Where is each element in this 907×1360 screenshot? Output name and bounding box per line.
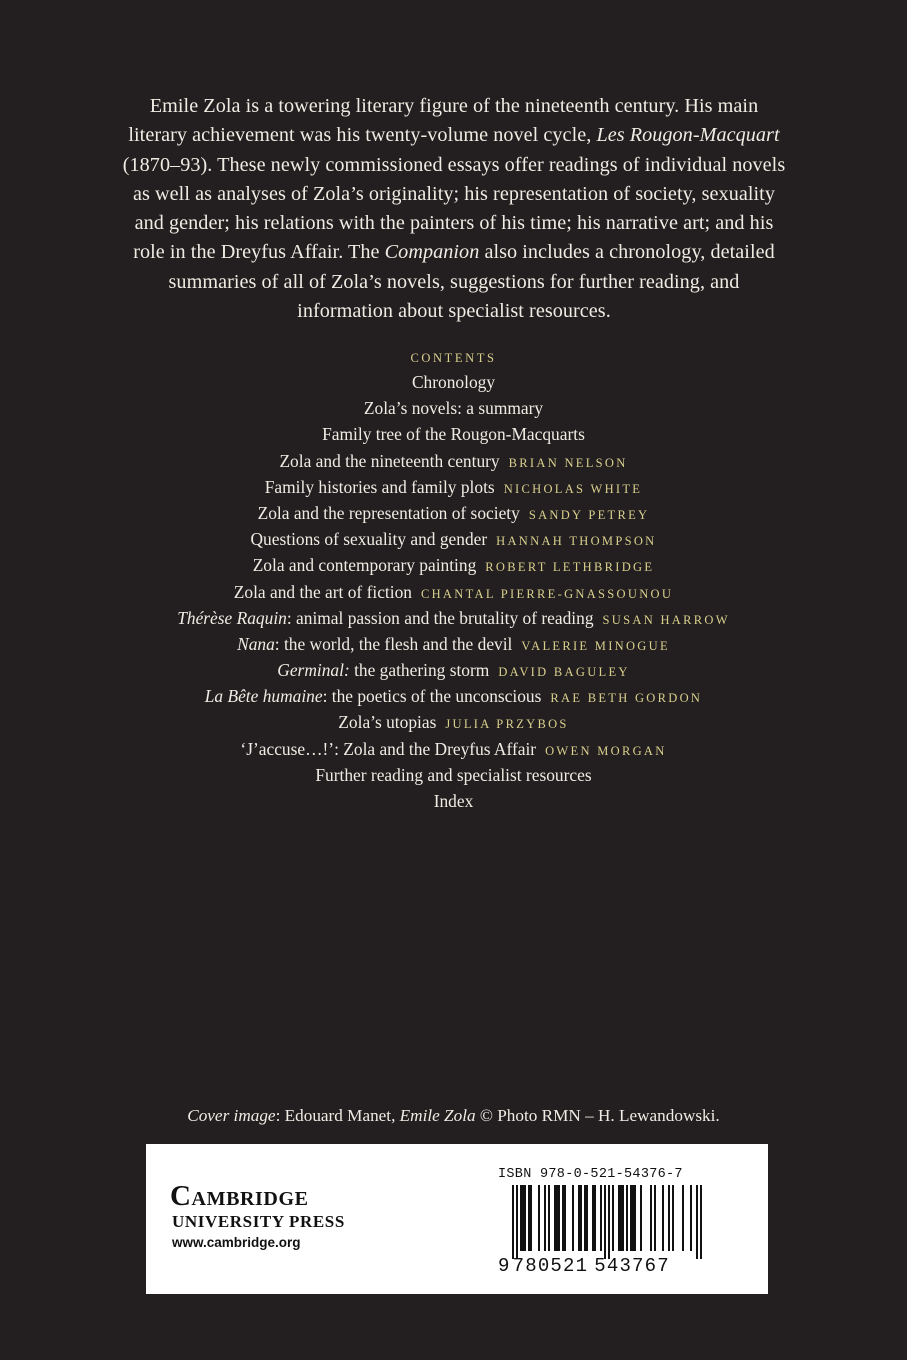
barcode-digit-lead: 9 <box>498 1255 511 1277</box>
description-blurb <box>96 92 812 326</box>
barcode-bar <box>662 1185 664 1251</box>
cover-image-credit <box>0 1104 907 1128</box>
blurb-line-segment: Emile Zola is a towering literary figure of the nineteenth century. His main <box>149 95 759 117</box>
toc-author: NICHOLAS WHITE <box>503 481 643 496</box>
toc-entry <box>0 500 907 526</box>
blurb-line-segment: also includes a chronology, detailed <box>479 241 775 264</box>
toc-author: ROBERT LETHBRIDGE <box>485 560 655 575</box>
toc-author: BRIAN NELSON <box>508 455 628 470</box>
barcode-digits-left: 780521 <box>512 1255 589 1277</box>
toc-title-segment: : animal passion and the brutality of reading <box>286 607 594 628</box>
toc-title-segment: Family histories and family plots <box>264 476 495 497</box>
toc-title-segment: Nana <box>237 633 275 654</box>
blurb-line <box>96 151 812 180</box>
credit-work: Emile Zola <box>399 1106 476 1125</box>
toc-entry <box>0 421 907 447</box>
toc-entry <box>0 657 907 683</box>
contents-heading: CONTENTS <box>410 351 497 365</box>
toc-title-segment: the gathering storm <box>349 660 490 681</box>
barcode-bar <box>618 1185 620 1251</box>
barcode-bar <box>672 1185 674 1251</box>
toc-entry <box>0 631 907 657</box>
toc-entry <box>0 552 907 578</box>
blurb-line-segment: Companion <box>384 241 480 264</box>
barcode-bar <box>562 1185 564 1251</box>
blurb-line-segment: literary achievement was his twenty-volume novel cycle, <box>128 124 597 147</box>
toc-title-segment: Zola and the art of fiction <box>233 581 412 602</box>
barcode-bar <box>564 1185 566 1251</box>
barcode-digits <box>498 1255 710 1277</box>
barcode-bar <box>632 1185 634 1251</box>
publisher-logo <box>170 1180 345 1254</box>
barcode-bar <box>622 1185 624 1251</box>
barcode-bar <box>554 1185 556 1251</box>
credit-text-2: © Photo RMN – H. Lewandowski. <box>475 1106 720 1125</box>
toc-entry <box>0 474 907 500</box>
barcode-block <box>498 1167 710 1281</box>
toc-title-segment: Zola and the nineteenth century <box>279 450 500 471</box>
blurb-line <box>96 238 812 267</box>
blurb-line <box>96 180 812 209</box>
toc-title-segment: Family tree of the Rougon-Macquarts <box>322 424 585 445</box>
barcode-digits-right: 543767 <box>594 1255 670 1277</box>
contents-list <box>0 347 907 814</box>
toc-title-segment: : the world, the flesh and the devil <box>274 633 513 654</box>
barcode-bar <box>548 1185 550 1251</box>
barcode-bar <box>572 1185 574 1251</box>
barcode-bar <box>604 1185 606 1259</box>
barcode-bar <box>522 1185 524 1251</box>
toc-title-segment: Germinal: <box>277 660 350 681</box>
toc-author: OWEN MORGAN <box>545 743 667 758</box>
publisher-url: www.cambridge.org <box>172 1235 301 1250</box>
toc-title-segment: Zola’s utopias <box>338 712 437 733</box>
barcode-bar <box>538 1185 540 1251</box>
toc-author: CHANTAL PIERRE-GNASSOUNOU <box>420 586 674 601</box>
toc-entry <box>0 736 907 762</box>
toc-entry <box>0 709 907 735</box>
barcode-bar <box>528 1185 530 1251</box>
toc-author: SANDY PETREY <box>528 507 650 522</box>
barcode-bar <box>634 1185 636 1251</box>
barcode-bar <box>594 1185 596 1251</box>
barcode-bar <box>612 1185 614 1251</box>
toc-entry <box>0 526 907 552</box>
barcode-bar <box>626 1185 628 1251</box>
blurb-line <box>96 121 812 150</box>
toc-title-segment: : the poetics of the unconscious <box>322 686 542 707</box>
barcode-bar <box>696 1185 698 1259</box>
toc-title-segment: ‘J’accuse…!’: Zola and the Dreyfus Affair <box>240 738 537 759</box>
toc-title-segment: Questions of sexuality and gender <box>250 529 488 550</box>
barcode-bar <box>530 1185 532 1251</box>
barcode-bar <box>544 1185 546 1251</box>
blurb-line <box>96 297 812 326</box>
publisher-subtitle: UNIVERSITY PRESS <box>172 1212 345 1231</box>
barcode-bar <box>608 1185 610 1259</box>
toc-title-segment: Further reading and specialist resources <box>315 764 592 785</box>
barcode-bar <box>668 1185 670 1251</box>
blurb-line <box>96 268 812 297</box>
barcode-bar <box>584 1185 586 1251</box>
barcode-bar <box>700 1185 702 1259</box>
barcode-bar <box>578 1185 580 1251</box>
blurb-line-segment: information about specialist resources. <box>297 300 611 323</box>
barcode-bar <box>650 1185 652 1251</box>
toc-entry <box>0 369 907 395</box>
toc-author: JULIA PRZYBOS <box>445 717 569 732</box>
toc-author: HANNAH THOMPSON <box>496 534 657 549</box>
barcode-bar <box>516 1185 518 1259</box>
barcode-bar <box>512 1185 514 1259</box>
blurb-line-segment: Les Rougon-Macquart <box>596 124 780 147</box>
toc-entry <box>0 579 907 605</box>
blurb-line-segment: summaries of all of Zola’s novels, suggestions for further reading, and <box>168 270 740 293</box>
toc-entry <box>0 448 907 474</box>
barcode-bar <box>682 1185 684 1251</box>
barcode-bar <box>600 1185 602 1251</box>
toc-title-segment: Chronology <box>411 372 496 392</box>
toc-entry <box>0 788 907 814</box>
barcode-bar <box>558 1185 560 1251</box>
barcode-bars <box>498 1185 710 1259</box>
toc-author: RAE BETH GORDON <box>550 691 703 706</box>
toc-title-segment: Zola and contemporary painting <box>252 555 477 576</box>
toc-title-segment: Index <box>433 791 474 811</box>
blurb-line-segment: role in the Dreyfus Affair. The <box>133 241 385 264</box>
barcode-bar <box>640 1185 642 1251</box>
publisher-name: Cambridge <box>170 1180 309 1212</box>
toc-entry <box>0 395 907 421</box>
barcode-bar <box>592 1185 594 1251</box>
blurb-line-segment: as well as analyses of Zola’s originality; his representation of society, sexuality <box>133 182 775 205</box>
barcode-bar <box>520 1185 522 1251</box>
toc-entries <box>0 369 907 814</box>
toc-author: VALERIE MINOGUE <box>521 638 670 653</box>
barcode-bar <box>556 1185 558 1251</box>
toc-title-segment: La Bête humaine <box>204 686 323 707</box>
blurb-line <box>96 92 812 121</box>
credit-text-1: : Edouard Manet, <box>275 1106 400 1125</box>
toc-title-segment: Thérèse Raquin <box>177 607 287 628</box>
toc-entry <box>0 762 907 788</box>
publisher-panel <box>146 1144 768 1294</box>
blurb-line-segment: (1870–93). These newly commissioned essays offer readings of individual novels <box>122 153 786 176</box>
toc-entry <box>0 683 907 709</box>
blurb-line-segment: and gender; his relations with the painters of his time; his narrative art; and his <box>134 212 774 235</box>
barcode-bar <box>654 1185 656 1251</box>
credit-label: Cover image <box>187 1106 276 1125</box>
toc-author: DAVID BAGULEY <box>498 665 630 680</box>
isbn-label: ISBN 978-0-521-54376-7 <box>498 1167 683 1182</box>
barcode-bar <box>690 1185 692 1251</box>
barcode-bar <box>580 1185 582 1251</box>
blurb-line <box>96 209 812 238</box>
barcode-bar <box>524 1185 526 1251</box>
toc-title-segment: Zola’s novels: a summary <box>363 398 544 419</box>
toc-title-segment: Zola and the representation of society <box>257 502 520 523</box>
toc-entry <box>0 605 907 631</box>
toc-author: SUSAN HARROW <box>602 612 730 627</box>
barcode-bar <box>586 1185 588 1251</box>
barcode-bar <box>630 1185 632 1251</box>
barcode-bar <box>620 1185 622 1251</box>
